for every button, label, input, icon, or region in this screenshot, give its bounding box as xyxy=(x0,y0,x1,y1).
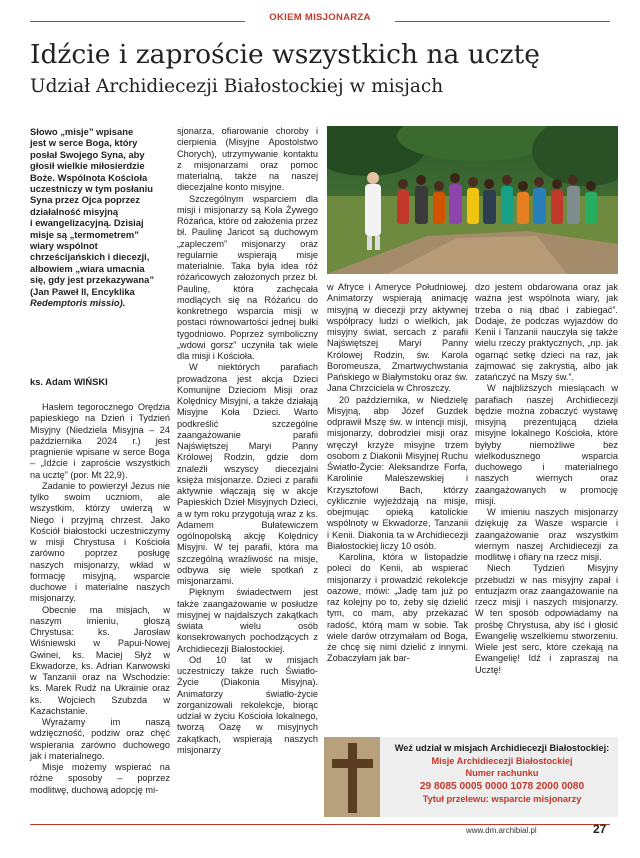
article-subtitle: Udział Archidiecezji Białostockiej w misjach xyxy=(30,76,444,97)
paragraph: Wyrażamy im naszą wdzięczność, podziw oraz chęć wspierania zarówno duchowego jak i materialnego. xyxy=(30,717,170,761)
donation-account-number[interactable]: 29 8085 0005 0000 1078 2000 0080 xyxy=(419,781,585,792)
lead-line: i ewangelizacyjną. Dzisiaj xyxy=(30,217,144,229)
paragraph: Od 10 lat w misjach uczestniczy także ruch Światło-Życie (Diakonia Misyjna). Animatorzy światło-życie zorganizowali rekolekcje, biorąc udział w życiu Kościoła lokalnego, tworzą Oazę w misyjnych zakątkach, wspierają naszych misjonarzy xyxy=(177,654,318,755)
footer-rule xyxy=(30,824,610,825)
procession-photo-illustration xyxy=(327,126,618,274)
paragraph: W imieniu naszych misjonarzy dziękuję za Wasze wsparcie i zaangażowanie oraz wszystkim wiernym naszej Archidiecezji za modlitwę i ofiary na rzecz misji. xyxy=(475,507,618,562)
paragraph: Pięknym świadectwem jest także zaangażowanie w posłudze misyjnej w najdalszych zakątkach świata wielu osób konsekrowanych pochodzących z Archidiecezji Białostockiej. xyxy=(177,587,318,654)
lead-line: Redemptoris missio). xyxy=(30,297,126,309)
lead-line: głosił wielkie miłosierdzie xyxy=(30,160,145,172)
article-title: Idźcie i zaproście wszystkich na ucztę xyxy=(30,39,540,70)
paragraph: Karolina, która w listopadzie poleci do Kenii, ab wspierać misjonarzy i prowadzić rekolekcje oazowe, mówi: „Jadę tam już po raz kolejny po to, żeby się dzielić tym, co mam, aby przekazać radość, którą mam w sobie. Tak wiele darów otrzymałam od Boga, że chcę się nimi dzielić z innymi. Zobaczyłam jak bar- xyxy=(327,552,468,664)
lead-line: działalność misyjną xyxy=(30,205,119,217)
lead-line: jest w serce Boga, który xyxy=(30,137,138,149)
paragraph: Misje możemy wspierać na różne sposoby – poprzez modlitwę, duchową adopcję mi- xyxy=(30,762,170,795)
donation-transfer-title: Tytuł przelewu: wsparcie misjonarzy xyxy=(422,794,582,804)
donation-heading: Weź udział w misjach Archidiecezji Białostockiej: xyxy=(394,743,610,753)
lead-line: (Jan Paweł II, Encyklika xyxy=(30,285,135,297)
paragraph: w Afryce i Ameryce Południowej. Animatorzy wspierają animację misyjną w diecezji przy aktywnej współpracy ludzi o wielkich, jak misyjny świat, sercach z parafii Najświętszej Maryi Panny Królowej Rodzin, św. Karola Boromeusza, Zmartwychwstania Pańskiego w Białymstoku oraz św. Jana Chrzciciela w Chroszczy. xyxy=(327,282,468,394)
article-column-4 xyxy=(475,282,618,676)
lead-line: wiary wspólnot xyxy=(30,240,98,252)
article-column-3 xyxy=(327,282,468,665)
paragraph: Hasłem tegorocznego Orędzia papieskiego na Dzień i Tydzień Misyjny (Niedziela Misyjna – 24 października 2024 r.) jest pragnienie wpisane w serce Boga – „Idźcie i zaproście wszystkich na ucztę” (por. Mt 22,9). xyxy=(30,402,170,480)
paragraph: sjonarza, ofiarowanie choroby i cierpienia (Misyjne Apostolstwo Chorych), utrzymywanie kontaktu z misjonarzami oraz pomoc materialną, także na naszej diecezjalne konto misyjne. xyxy=(177,126,318,193)
lead-line: Słowo „misje” wpisane xyxy=(30,126,134,137)
donation-account-label: Numer rachunku xyxy=(465,768,539,778)
lead-line: misje są „termometrem” xyxy=(30,228,139,240)
author-byline: ks. Adam WIŃSKI xyxy=(30,376,108,387)
article-photo xyxy=(327,126,618,274)
lead-line: się, gdy jest przekazywana” xyxy=(30,274,155,286)
lead-line: chrześcijańskich i diecezji, xyxy=(30,251,150,263)
lead-line: albowiem „wiara umacnia xyxy=(30,262,145,274)
footer-url[interactable]: www.dm.archibial.pl xyxy=(466,826,537,835)
paragraph: W niektórych parafiach prowadzona jest akcja Dzieci Komunijne Dzieciom Misji oraz Kolędnicy Misyjni, a także działają Misyjne Koła Dzieci. Warto podkreślić szczególne zaangażowanie parafii Najświętszej Maryi Panny Królowej Rodzin, gdzie dom znaleźli wszyscy diecezjalni księża misjonarze. Dzieci z parafii aktywnie włączają się w akcje Papieskich Dzieł Misyjnych Dzieci, a w tym roku przygotują wraz z ks. Adamem Bułatewiczem ogólnopolską akcję Kolędnicy Misyjni. W tej parafii, która ma szczególną wrażliwość na misje, odbywa się wiele spotkań z misjonarzami. xyxy=(177,362,318,586)
lead-line: Syna przez Ojca poprzez xyxy=(30,194,140,206)
section-label: OKIEM MISJONARZA xyxy=(269,12,371,23)
paragraph: Obecnie ma misjach, w naszym imieniu, głoszą Chrystusa: ks. Jarosław Wiśniewski w Papui-Nowej Gwinei, ks. Maciej Słyż w Ekwadorze, ks. Adrian Karwowski w Tanzanii oraz na Wschodzie: ks. Marek Rudź na Ukrainie oraz ks. Wojciech Szubzda w Kazachstanie. xyxy=(30,604,170,716)
paragraph: Szczególnym wsparciem dla misji i misjonarzy są Koła Żywego Różańca, które od założenia przez bł. Paulinę Jaricot są duchowym „zapleczem” misjonarzy oraz regularnie wspierają misje materialnie. Taka była idea róż różańcowych założonych przez bł. Paulinę, która zachęcała modlących się na Różańcu do konkretnego wsparcia misji w postaci równowartości jednej bułki tygodniowo. Poprzez symboliczny „wdowi gorsz” uczyniła tak wiele dla misji i Kościoła. xyxy=(177,193,318,361)
lead-line: posłał Swojego Syna, aby xyxy=(30,148,145,160)
paragraph: 20 października, w Niedzielę Misyjną, abp Józef Guzdek odprawił Mszę św. w intencji misji, misjonarzy, dobrodziei misji oraz wręczył krzyże misyjne trzem osobom z Diakonii Misyjnej Ruchu Światło-Życie: Aleksandrze Forfa, Karolinie Maleszewskiej i Krzysztofowi Bach, którzy cyklicznie wyjeżdżają na misje, obejmując opieką katolickie wspólnoty w Ekwadorze, Tanzanii i Kenii. Diakonia ta w Archidiecezji Białostockiej liczy 10 osób. xyxy=(327,394,468,551)
article-column-2 xyxy=(177,126,318,756)
page-number: 27 xyxy=(593,822,607,836)
donation-box xyxy=(324,737,618,817)
paragraph: Niech Tydzień Misyjny przebudzi w nas misyjny zapał i entuzjazm oraz zaangażowanie na rzecz misji i naszych misjonarzy. W ten sposób odpowiadamy na prośbę Chrystusa, aby iść i głosić Ewangelię wszelkiemu stworzeniu. Wiele jest serc, które czekają na Ewangelię! Idź i zapraszaj na Ucztę! xyxy=(475,563,618,675)
paragraph: W najbliższych miesiącach w parafiach naszej Archidiecezji będzie można zobaczyć wystawę misyjną prezentującą dzieła misyjne lokalnego Kościoła, które byłyby niemożliwe bez wielkodusznego wsparcia duchowego i materialnego naszych wiernych oraz zaangażowanych w promocję misji. xyxy=(475,383,618,506)
lead-line: uczestniczy w tym posłaniu xyxy=(30,183,153,195)
mission-cross-icon xyxy=(324,737,380,817)
lead-line: Boże. Wspólnota Kościoła xyxy=(30,171,148,183)
paragraph: Zadanie to powierzył Jezus nie tylko swoim uczniom, ale wszystkim, którzy uwierzą w Niego i przyjmą chrzest. Jako Kościół białostocki uczestniczymy w misji Chrystusa i Kościoła zarówno poprzez posługę naszych misjonarzy, wkład w formację misyjną, wsparcie duchowe i materialne naszych misjonarzy. xyxy=(30,480,170,604)
donation-organization: Misje Archidiecezji Białostockiej xyxy=(431,756,573,766)
article-lead xyxy=(30,126,170,309)
paragraph: dzo jestem obdarowana oraz jak ważna jest wspólnota wiary, jak trzeba o nią dbać i zabiegać”. Dodaje, że podczas wyjazdów do Kenii i Tanzanii nauczyła się także wielu rzeczy praktycznych, „np. jak ogarnąć setkę dzieci na raz, jak zajmować się zakrystią, albo jak zatańczyć na Mszy św.”. xyxy=(475,282,618,382)
article-column-1 xyxy=(30,402,170,796)
